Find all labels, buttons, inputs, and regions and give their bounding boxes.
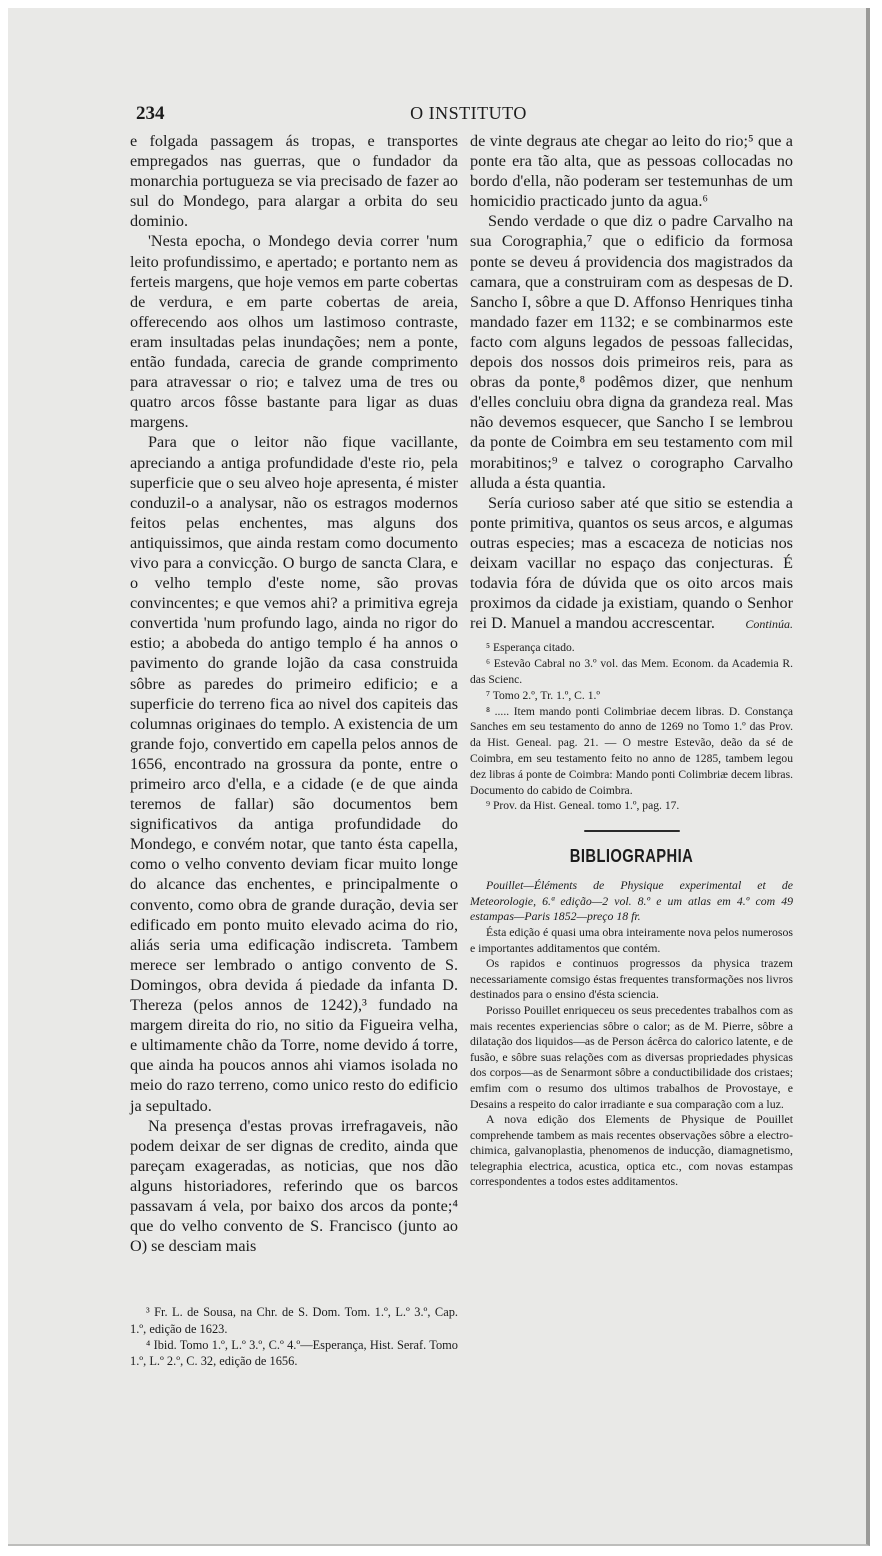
footnote-3: ³ Fr. L. de Sousa, na Chr. de S. Dom. Tom. 1.º, L.º 3.º, Cap. 1.º, edição de 1623. xyxy=(130,1305,458,1336)
footnote-4: ⁴ Ibid. Tomo 1.º, L.º 3.º, C.º 4.º—Esperança, Hist. Seraf. Tomo 1.º, L.º 2.º, C. 32, edição de 1656. xyxy=(130,1338,458,1369)
right-column xyxy=(470,131,793,1190)
footnote-7: ⁷ Tomo 2.º, Tr. 1.º, C. 1.º xyxy=(486,688,600,702)
left-paragraph-3: Para que o leitor não fique vacillante, apreciando a antiga profundidade d'este rio, pela superficie que o seu alveo hoje apresenta, é mister conduzil-o a analysar, não os estragos modernos feitos pelas enchentes, mas alguns dos antiquissimos, que ainda restam como documento vivo para a convicção. O burgo de sancta Clara, e o velho templo d'este nome, são provas convincentes; e que vemos ahi? a primitiva egreja convertida 'num profundo lago, ainda no rigor do estio; a abobeda do antigo templo é ha annos o pavimento do grande lojão da casa construida sôbre as paredes do primeiro edificio; e a superficie do terreno fica ao nivel dos capiteis das columnas originaes do templo. A existencia de um grande fojo, convertido em capella pelos annos de 1656, encontrado na grossura da ponte, entre o primeiro arco d'ella, e a cidade (e de que ainda teremos de fallar) são documentos bem significativos da antiga profundidade do Mondego, e convém notar, que tanto ésta capella, como o velho convento deviam ficar muito longe do alcance das enchentes, e principalmente o convento, como obra de grande duração, devia ser edificado em ponto muito elevado acima do rio, aliás seria uma edificação indiscreta. Tambem merece ser lembrado o antigo convento de S. Domingos, obra devida á piedade da infanta D. Thereza (pelos annos de 1242),³ fundado na margem direita do rio, no sitio da Figueira velha, e ultimamente chão da Torre, nome devido á torre, que ainda ha poucos annos ahi viamos isolada no meio do razo terreno, como unico resto do edificio ja sepultado. xyxy=(130,433,458,1115)
bibliography-entry: Pouillet—Éléments de Physique experimental et de Meteorologie, 6.ª edição—2 vol. 8.º e um atlas em 4.º com 49 estampas—Paris 1852—preço 18 fr. xyxy=(470,878,793,924)
footnote-5: ⁵ Esperança citado. xyxy=(486,641,575,655)
bibliography-heading: BIBLIOGRAPHIA xyxy=(569,846,694,867)
right-paragraph-2: Sendo verdade o que diz o padre Carvalho na sua Corographia,⁷ que o edificio da formosa ponte se deveu á providencia dos magistrados da camara, que a construiram com as despesas de D. Sancho I, sôbre a que D. Affonso Henriques tinha mandado fazer em 1132; e se combinarmos este facto com alguns legados de pessoas fallecidas, depois dos nossos dois primeiros reis, para as obras da ponte,⁸ podêmos dizer, que nenhum d'elles concluiu obra digna da grandeza real. Mas não devemos esquecer, que Sancho I se lembrou da ponte de Coimbra em seu testamento com mil morabitinos;⁹ e talvez o corographo Carvalho alluda a ésta quantia. xyxy=(470,212,793,492)
left-paragraph-1: e folgada passagem ás tropas, e transportes empregados nas guerras, que o fundador da monarchia portugueza se via precisado de fazer ao sul do Mondego, para alargar a orbita do seu dominio. xyxy=(130,132,458,231)
footnote-9: ⁹ Prov. da Hist. Geneal. tomo 1.º, pag. 17. xyxy=(486,799,680,813)
right-paragraph-3: Sería curioso saber até que sitio se estendia a ponte primitiva, quantos os seus arcos, e algumas outras especies; mas a escaceza de noticias nos deixam vacillar no espaço das conjecturas. É todavia fóra de dúvida que os oito arcos mais proximos da cidade ja existiam, quando o Senhor rei D. Manuel a mandou accrescentar. xyxy=(470,493,793,633)
left-paragraph-4: Na presença d'estas provas irrefragaveis, não podem deixar de ser dignas de credito, ainda que pareçam exageradas, as noticias, que nos dão alguns historiadores, referindo que os barcos passavam á vela, por baixo dos arcos da ponte;⁴ que do velho convento de S. Francisco (junto ao O) se desciam mais xyxy=(130,1116,458,1256)
bibliography-paragraph-1: Ésta edição é quasi uma obra inteiramente nova pelos numerosos e importantes additamentos que contém. xyxy=(470,924,793,955)
page-number: 234 xyxy=(136,103,165,124)
bibliography-paragraph-2: Os rapidos e continuos progressos da physica trazem necessariamente comsigo éstas frequentes transformações nos livros destinados para o ensino d'ésta sciencia. xyxy=(470,956,793,1002)
left-footnotes xyxy=(130,1304,458,1370)
running-title: O INSTITUTO xyxy=(410,103,527,123)
bibliography-paragraph-4: A nova edição dos Elements de Physique de Pouillet comprehende tambem as mais recentes observações sôbre a electro-chimica, galvanoplastia, phenomenos de inducção, diamagnetismo, telegraphia electrica, acustica, optica etc., com novas estampas correspondentes a todos estes additamentos. xyxy=(470,1112,793,1189)
footnote-6: ⁶ Estevão Cabral no 3.º vol. das Mem. Econom. da Academia R. das Scienc. xyxy=(470,657,793,686)
page-header xyxy=(136,103,801,127)
right-paragraph-1: de vinte degraus ate chegar ao leito do rio;⁵ que a ponte era tão alta, que as pessoas collocadas no bordo d'ella, não poderam ser testemunhas de um homicidio practicado junto da agua.⁶ xyxy=(470,132,793,211)
bibliography-paragraph-3: Porisso Pouillet enriqueceu os seus precedentes trabalhos com as mais recentes experiencias sôbre o calor; as de M. Pierre, sôbre a dilatação dos liquidos—as de Person ácêrca do calorico latente, e de fusão, e sôbre suas relações com as diversas propriedades physicas dos corpos—as de Senarmont sôbre a conductibilidade dos cristaes; emfim com o resumo dos ultimos trabalhos de Provostaye, e Desains a respeito do calor irradiante e sua comparação com a luz. xyxy=(470,1002,793,1111)
left-paragraph-2: 'Nesta epocha, o Mondego devia correr 'num leito profundissimo, e apertado; e portanto nem as ferteis margens, que hoje vemos em parte cobertas de verdura, e em parte cobertas de areia, offerecendo aos olhos um lastimoso contraste, eram insultadas pelas inundações; nem a ponte, então fundada, carecia de grande comprimento para atravessar o rio; e talvez uma de tres ou quatro arcos fôsse bastante para ligar as duas margens. xyxy=(130,232,458,432)
section-divider xyxy=(584,830,680,832)
left-column xyxy=(130,131,458,1370)
footnote-8: ⁸ ..... Item mando ponti Colimbriae decem libras. D. Constança Sanches em seu testamento do anno de 1269 no Tomo 1.º das Prov. da Hist. Geneal. pag. 21. — O mestre Estevão, deão da sé de Coimbra, em seu testamento feito no anno de 1285, tambem legou dez libras á ponte de Coimbra: Mando ponti Colimbriæ decem libras. Documento do cabido de Coimbra. xyxy=(470,704,793,797)
right-footnotes xyxy=(470,640,793,814)
bibliography-section xyxy=(470,878,793,1190)
continua-note: Continúa. xyxy=(745,617,793,632)
